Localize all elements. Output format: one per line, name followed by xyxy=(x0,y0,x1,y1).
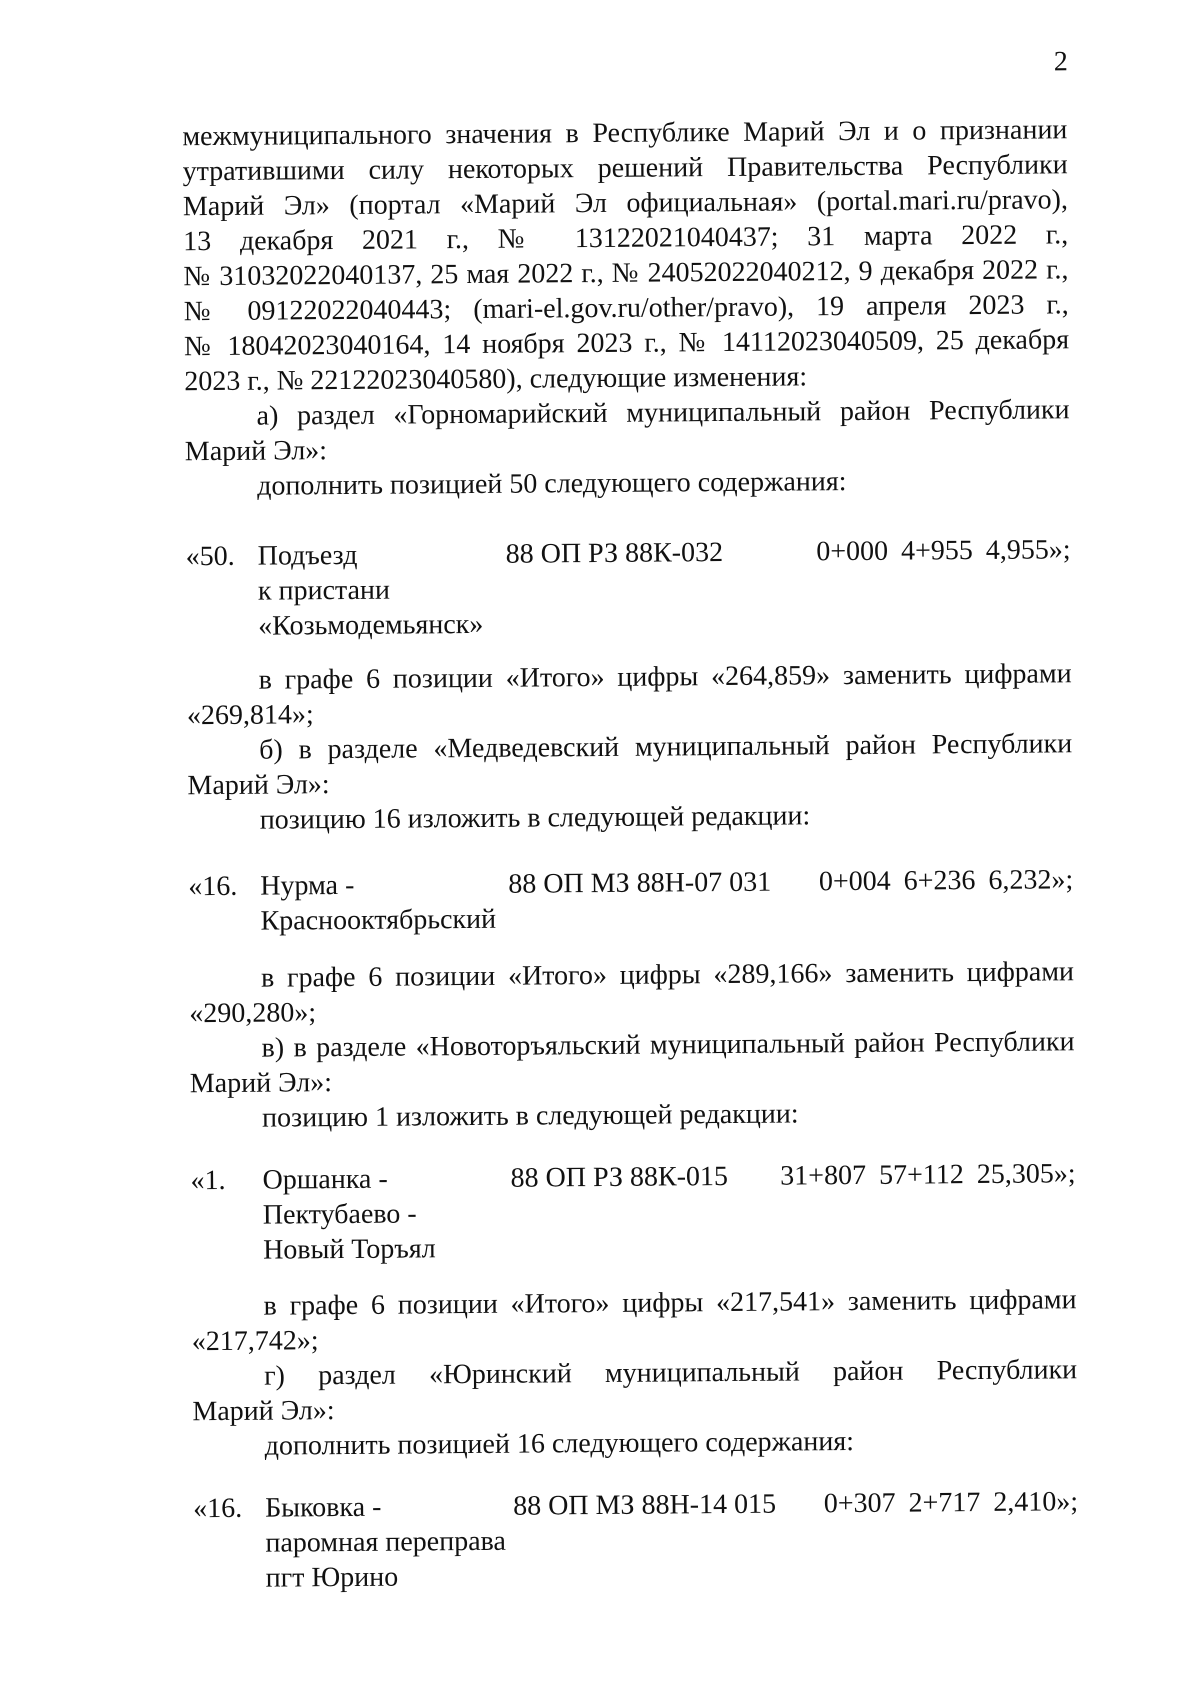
entry-number: «1. xyxy=(190,1164,226,1197)
entry-values: 0+307 2+717 2,410»; xyxy=(823,1486,1079,1520)
entry-name-line: Быковка - xyxy=(265,1491,382,1524)
intro-line: 13 декабря 2021 г., № 13122021040437; 31 марта 2022 г., xyxy=(183,219,1069,258)
section-heading-line: г) раздел «Юринский муниципальный район Республики xyxy=(264,1354,1078,1392)
replacement-line: в графе 6 позиции «Итого» цифры «289,166» заменить цифрами xyxy=(260,956,1075,994)
entry-code: 88 ОП РЗ 88К-015 xyxy=(510,1161,729,1194)
entry-name-line: «Козьмодемьянск» xyxy=(258,608,484,642)
entry-code: 88 ОП РЗ 88К-032 xyxy=(505,537,724,570)
section-c-replacement xyxy=(191,1282,1077,1359)
section-instruction: позицию 1 изложить в следующей редакции: xyxy=(261,1098,799,1134)
intro-line: межмуниципального значения в Республике Марий Эл и о признании xyxy=(182,114,1068,153)
section-b-entry xyxy=(188,862,1074,944)
section-a-heading xyxy=(184,392,1070,504)
entry-name-line: Новый Торъял xyxy=(263,1233,436,1266)
entry-name-line: к пристани xyxy=(257,574,391,607)
section-instruction: дополнить позицией 50 следующего содержания: xyxy=(257,466,847,502)
entry-name-line: Пектубаево - xyxy=(262,1198,417,1231)
section-instruction: дополнить позицией 16 следующего содержания: xyxy=(264,1426,855,1462)
section-heading-line: в) в разделе «Новоторъяльский муниципальный район Республики xyxy=(261,1026,1075,1064)
entry-name xyxy=(265,1489,526,1596)
replacement-line: «290,280»; xyxy=(189,997,317,1030)
section-b-heading xyxy=(187,726,1073,838)
intro-line: Марий Эл» (портал «Марий Эл официальная» (portal.mari.ru/pravo), xyxy=(182,184,1069,223)
replacement-line: в графе 6 позиции «Итого» цифры «217,541» заменить цифрами xyxy=(263,1284,1077,1322)
entry-name xyxy=(258,537,519,644)
replacement-line: в графе 6 позиции «Итого» цифры «264,859» заменить цифрами xyxy=(258,658,1072,696)
entry-name xyxy=(262,1161,523,1268)
entry-name-line: Нурма - xyxy=(260,869,355,902)
section-instruction: позицию 16 изложить в следующей редакции: xyxy=(259,800,811,836)
section-a-entry xyxy=(186,532,1072,649)
intro-line: утратившими силу некоторых решений Правительства Республики xyxy=(182,149,1068,188)
entry-name-line: Подъезд xyxy=(257,539,358,572)
section-heading-line: Марий Эл»: xyxy=(189,1067,333,1100)
entry-code: 88 ОП МЗ 88Н-07 031 xyxy=(508,866,772,900)
section-d-heading xyxy=(192,1352,1078,1464)
entry-number: «50. xyxy=(185,540,235,573)
intro-line: № 31032022040137, 25 мая 2022 г., № 24052022040212, 9 декабря 2022 г., xyxy=(183,254,1069,293)
section-b-replacement xyxy=(189,954,1075,1031)
replacement-line: «217,742»; xyxy=(191,1325,319,1358)
entry-name-line: Краснооктябрьский xyxy=(260,903,497,937)
section-c-heading xyxy=(189,1024,1075,1136)
section-heading-line: Марий Эл»: xyxy=(192,1395,335,1428)
intro-paragraph xyxy=(182,112,1069,399)
intro-line: № 09122022040443; (mari-el.gov.ru/other/pravo), 19 апреля 2023 г., xyxy=(183,289,1069,328)
intro-line: 2023 г., № 22122023040580), следующие изменения: xyxy=(184,361,808,398)
section-heading-line: а) раздел «Горномарийский муниципальный район Республики xyxy=(256,394,1070,432)
intro-line: № 18042023040164, 14 ноября 2023 г., № 14112023040509, 25 декабря xyxy=(183,324,1070,363)
section-heading-line: Марий Эл»: xyxy=(187,769,330,802)
section-c-entry xyxy=(190,1156,1076,1273)
entry-name-line: Оршанка - xyxy=(262,1163,388,1196)
entry-number: «16. xyxy=(193,1492,243,1525)
entry-code: 88 ОП МЗ 88Н-14 015 xyxy=(513,1488,777,1522)
section-a-replacement xyxy=(187,656,1073,733)
entry-name xyxy=(260,867,521,939)
entry-number: «16. xyxy=(188,870,238,903)
section-d-entry xyxy=(193,1484,1079,1601)
page-number: 2 xyxy=(1053,46,1068,78)
entry-name-line: пгт Юрино xyxy=(265,1561,399,1594)
section-heading-line: Марий Эл»: xyxy=(184,435,328,468)
entry-values: 31+807 57+112 25,305»; xyxy=(780,1158,1076,1192)
replacement-line: «269,814»; xyxy=(186,699,314,732)
entry-name-line: паромная переправа xyxy=(265,1525,506,1559)
entry-values: 0+000 4+955 4,955»; xyxy=(816,534,1071,568)
section-heading-line: б) в разделе «Медведевский муниципальный район Республики xyxy=(259,728,1073,766)
entry-values: 0+004 6+236 6,232»; xyxy=(818,864,1074,898)
